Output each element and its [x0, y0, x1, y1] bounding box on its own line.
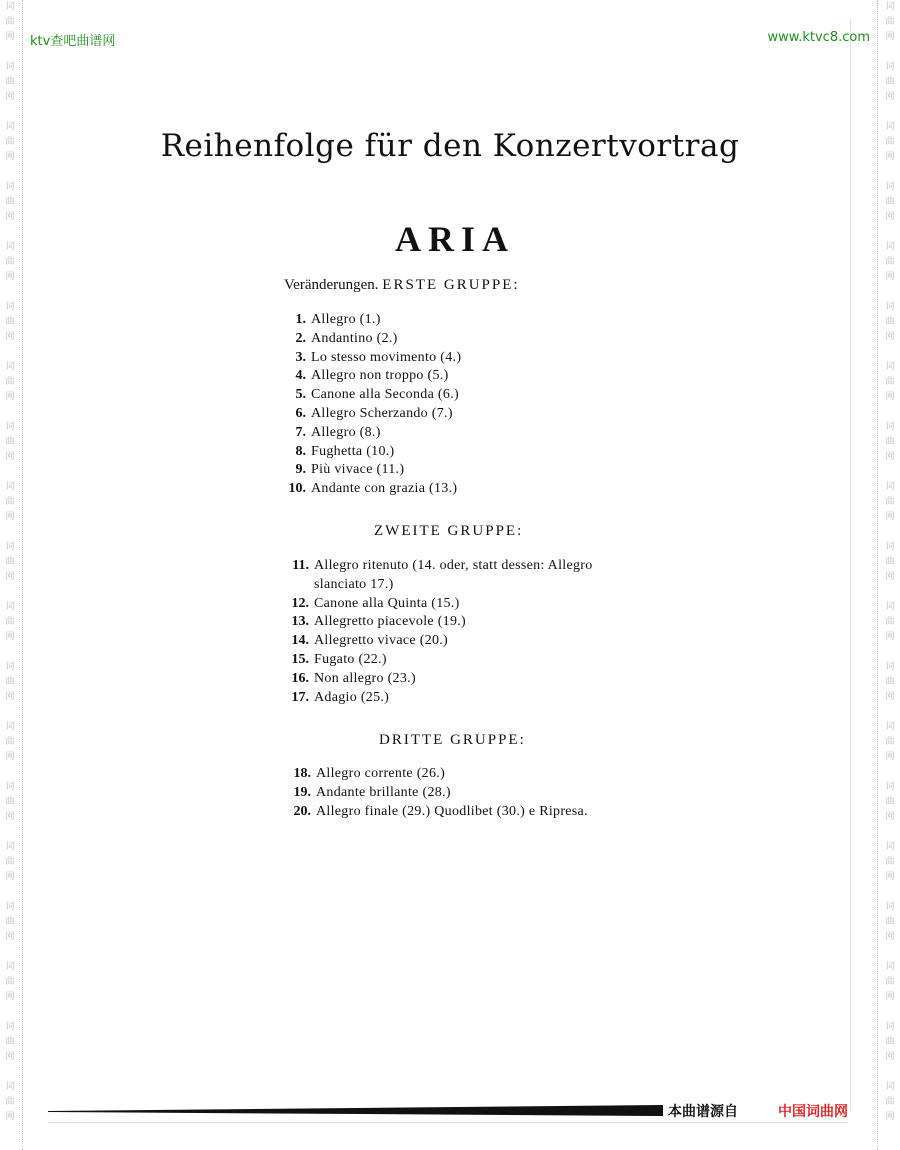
- watermark-glyph: 曲: [885, 257, 895, 267]
- watermark-glyph: 曲: [885, 497, 895, 507]
- watermark-glyph: 词: [5, 2, 15, 12]
- list-item: 10. Andante con grazia (13.): [288, 481, 458, 497]
- watermark-glyph: 曲: [885, 1097, 895, 1107]
- watermark-glyph: 词: [885, 542, 895, 552]
- watermark-glyph: 曲: [885, 737, 895, 747]
- group-name: ERSTE GRUPPE:: [382, 277, 520, 293]
- watermark-glyph: 网: [885, 332, 895, 342]
- list-item: 17. Adagio (25.): [291, 689, 390, 705]
- watermark-glyph: 网: [5, 992, 15, 1002]
- watermark-glyph: 词: [5, 722, 15, 732]
- list-item: 7. Allegro (8.): [295, 424, 381, 440]
- watermark-glyph: 曲: [5, 917, 15, 927]
- watermark-glyph: 曲: [5, 17, 15, 27]
- list-item: 9. Più vivace (11.): [295, 462, 405, 478]
- group-heading-1: [284, 277, 520, 294]
- list-item: 8. Fughetta (10.): [295, 443, 395, 459]
- left-side-watermark: [3, 0, 17, 1150]
- watermark-glyph: 网: [885, 32, 895, 42]
- list-item: 13. Allegretto piacevole (19.): [291, 614, 467, 630]
- watermark-glyph: 网: [885, 932, 895, 942]
- watermark-glyph: 曲: [5, 197, 15, 207]
- watermark-glyph: 网: [5, 512, 15, 522]
- list-item: 12. Canone alla Quinta (15.): [291, 595, 460, 611]
- watermark-glyph: 词: [885, 242, 895, 252]
- list-item: 2. Andantino (2.): [295, 330, 398, 346]
- watermark-glyph: 网: [5, 872, 15, 882]
- header-right-watermark: www.ktvc8.com: [767, 30, 870, 45]
- watermark-glyph: 词: [5, 182, 15, 192]
- list-item: 18. Allegro corrente (26.): [293, 766, 446, 781]
- watermark-glyph: 网: [885, 452, 895, 462]
- watermark-glyph: 曲: [5, 377, 15, 387]
- watermark-glyph: 词: [5, 782, 15, 792]
- watermark-glyph: 网: [5, 452, 15, 462]
- watermark-glyph: 曲: [5, 77, 15, 87]
- watermark-glyph: 网: [5, 152, 15, 162]
- footer-site-label: 中国词曲网: [778, 1104, 848, 1120]
- watermark-glyph: 曲: [885, 137, 895, 147]
- watermark-glyph: 词: [5, 902, 15, 912]
- watermark-glyph: 词: [885, 362, 895, 372]
- watermark-glyph: 网: [885, 392, 895, 402]
- watermark-glyph: 网: [5, 212, 15, 222]
- list-item: 15. Fugato (22.): [291, 651, 387, 667]
- watermark-glyph: 网: [885, 632, 895, 642]
- list-item: 1. Allegro (1.): [295, 312, 381, 327]
- watermark-glyph: 网: [885, 572, 895, 582]
- watermark-glyph: 曲: [885, 77, 895, 87]
- watermark-glyph: 曲: [5, 617, 15, 627]
- watermark-glyph: 词: [5, 1022, 15, 1032]
- watermark-glyph: 网: [885, 992, 895, 1002]
- list-item: 19. Andante brillante (28.): [293, 784, 451, 800]
- watermark-glyph: 曲: [5, 497, 15, 507]
- watermark-glyph: 曲: [5, 137, 15, 147]
- list-item: 16. Non allegro (23.): [291, 670, 416, 686]
- group-list-1: [284, 311, 461, 499]
- watermark-glyph: 网: [885, 692, 895, 702]
- watermark-glyph: 网: [5, 1052, 15, 1062]
- watermark-glyph: 网: [885, 272, 895, 282]
- watermark-glyph: 曲: [885, 317, 895, 327]
- watermark-glyph: 曲: [885, 977, 895, 987]
- watermark-glyph: 词: [885, 842, 895, 852]
- list-item: 14. Allegretto vivace (20.): [291, 633, 449, 649]
- watermark-glyph: 曲: [5, 797, 15, 807]
- watermark-glyph: 词: [5, 242, 15, 252]
- group-list-2: [287, 557, 634, 707]
- watermark-glyph: 词: [5, 962, 15, 972]
- group-heading-2: [374, 523, 523, 540]
- group-name: ZWEITE GRUPPE:: [374, 523, 524, 539]
- page-title: Reihenfolge für den Konzertvortrag: [160, 128, 740, 164]
- watermark-glyph: 词: [5, 542, 15, 552]
- watermark-glyph: 网: [5, 692, 15, 702]
- left-margin-line: [22, 0, 23, 1150]
- watermark-glyph: 词: [5, 62, 15, 72]
- watermark-glyph: 词: [5, 662, 15, 672]
- watermark-glyph: 曲: [5, 977, 15, 987]
- right-side-watermark: [883, 0, 897, 1150]
- group-prefix: Veränderungen.: [284, 277, 379, 293]
- watermark-glyph: 曲: [5, 257, 15, 267]
- watermark-glyph: 曲: [885, 617, 895, 627]
- watermark-glyph: 网: [5, 32, 15, 42]
- watermark-glyph: 网: [885, 752, 895, 762]
- list-item: 11. Allegro ritenuto (14. oder, statt dessen: Allegro slanciato 17.): [292, 558, 593, 592]
- right-margin-line: [877, 0, 878, 1150]
- watermark-glyph: 词: [885, 302, 895, 312]
- list-item: 5. Canone alla Seconda (6.): [295, 387, 459, 403]
- watermark-glyph: 词: [5, 842, 15, 852]
- watermark-glyph: 网: [885, 152, 895, 162]
- group-name: DRITTE GRUPPE:: [379, 732, 526, 748]
- watermark-glyph: 词: [885, 2, 895, 12]
- watermark-glyph: 词: [885, 182, 895, 192]
- watermark-glyph: 网: [885, 1112, 895, 1122]
- watermark-glyph: 网: [885, 92, 895, 102]
- watermark-glyph: 曲: [5, 317, 15, 327]
- watermark-glyph: 词: [5, 482, 15, 492]
- list-item: 4. Allegro non troppo (5.): [295, 368, 449, 384]
- list-item: 3. Lo stesso movimento (4.): [295, 349, 462, 365]
- watermark-glyph: 网: [5, 932, 15, 942]
- watermark-glyph: 曲: [885, 1037, 895, 1047]
- watermark-glyph: 词: [5, 362, 15, 372]
- page-edge-line: [850, 20, 851, 1110]
- watermark-glyph: 词: [5, 602, 15, 612]
- watermark-glyph: 曲: [885, 377, 895, 387]
- watermark-glyph: 曲: [885, 197, 895, 207]
- watermark-glyph: 曲: [5, 1037, 15, 1047]
- watermark-glyph: 词: [885, 1022, 895, 1032]
- watermark-glyph: 网: [885, 872, 895, 882]
- group-heading-3: [379, 732, 526, 749]
- watermark-glyph: 词: [885, 482, 895, 492]
- watermark-glyph: 词: [885, 1082, 895, 1092]
- watermark-glyph: 网: [885, 512, 895, 522]
- watermark-glyph: 词: [5, 1082, 15, 1092]
- watermark-glyph: 词: [5, 122, 15, 132]
- watermark-glyph: 曲: [885, 857, 895, 867]
- watermark-glyph: 网: [5, 1112, 15, 1122]
- footer-rule: [48, 1122, 848, 1123]
- watermark-glyph: 曲: [5, 737, 15, 747]
- watermark-glyph: 曲: [885, 917, 895, 927]
- aria-heading: ARIA: [394, 219, 515, 259]
- list-item: 20. Allegro finale (29.) Quodlibet (30.) e Ripresa.: [293, 803, 588, 819]
- watermark-glyph: 网: [885, 1052, 895, 1062]
- watermark-glyph: 曲: [5, 437, 15, 447]
- watermark-glyph: 曲: [5, 857, 15, 867]
- watermark-glyph: 网: [885, 212, 895, 222]
- watermark-glyph: 网: [5, 92, 15, 102]
- watermark-glyph: 网: [5, 572, 15, 582]
- watermark-glyph: 词: [885, 722, 895, 732]
- watermark-glyph: 曲: [885, 677, 895, 687]
- watermark-glyph: 曲: [885, 17, 895, 27]
- watermark-glyph: 网: [5, 812, 15, 822]
- watermark-glyph: 网: [885, 812, 895, 822]
- watermark-glyph: 网: [5, 632, 15, 642]
- watermark-glyph: 词: [885, 422, 895, 432]
- watermark-glyph: 网: [5, 272, 15, 282]
- list-item: 6. Allegro Scherzando (7.): [295, 405, 453, 421]
- watermark-glyph: 网: [5, 752, 15, 762]
- header-left-watermark: ktv查吧曲谱网: [30, 34, 116, 49]
- watermark-glyph: 词: [885, 902, 895, 912]
- watermark-glyph: 词: [885, 122, 895, 132]
- watermark-glyph: 曲: [5, 1097, 15, 1107]
- watermark-glyph: 词: [885, 962, 895, 972]
- watermark-glyph: 曲: [885, 557, 895, 567]
- footer-source-label: 本曲谱源自: [668, 1104, 738, 1120]
- watermark-glyph: 词: [5, 422, 15, 432]
- watermark-glyph: 词: [5, 302, 15, 312]
- group-list-3: [289, 765, 588, 821]
- watermark-glyph: 曲: [885, 437, 895, 447]
- watermark-glyph: 词: [885, 782, 895, 792]
- watermark-glyph: 网: [5, 332, 15, 342]
- watermark-glyph: 曲: [5, 677, 15, 687]
- watermark-glyph: 词: [885, 602, 895, 612]
- footer-wedge-bar: [48, 1105, 663, 1116]
- watermark-glyph: 曲: [885, 797, 895, 807]
- watermark-glyph: 曲: [5, 557, 15, 567]
- watermark-glyph: 网: [5, 392, 15, 402]
- watermark-glyph: 词: [885, 62, 895, 72]
- watermark-glyph: 词: [885, 662, 895, 672]
